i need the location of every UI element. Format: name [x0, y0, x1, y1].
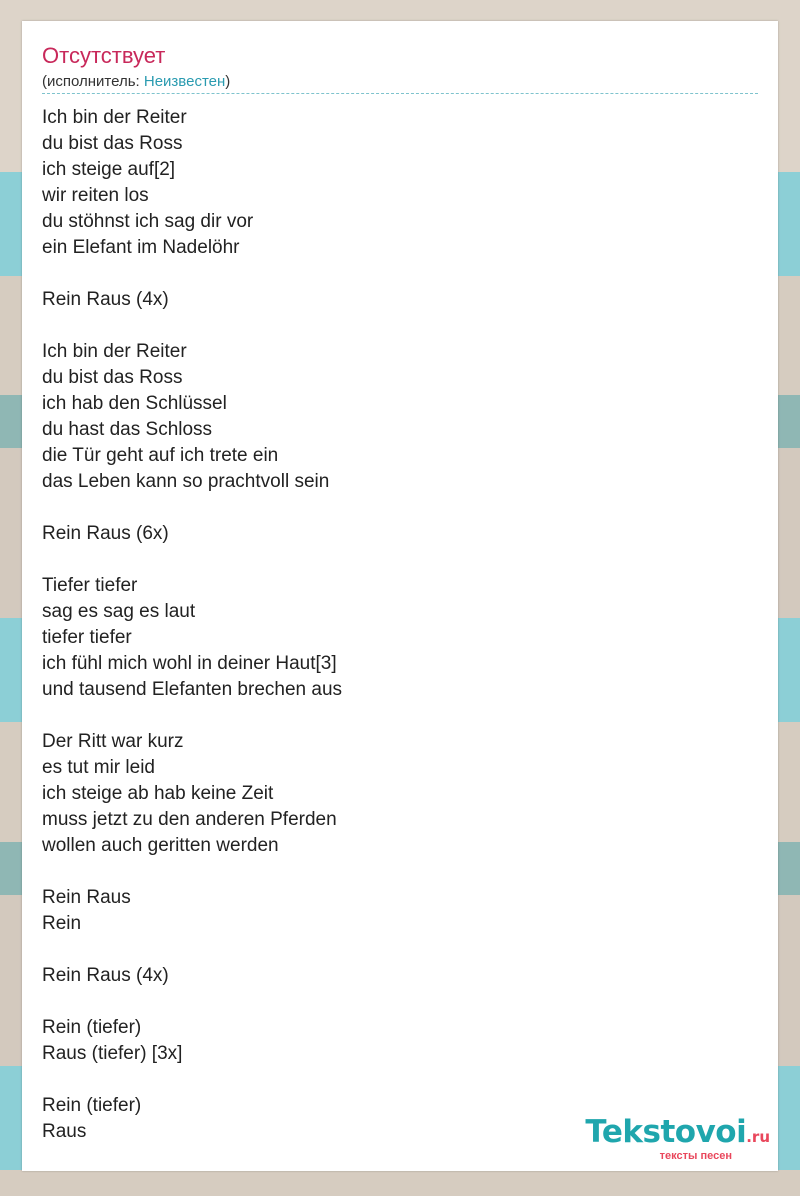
lyric-line: tiefer tiefer: [42, 627, 132, 648]
lyric-line: Ich bin der Reiter: [42, 107, 187, 128]
lyric-line: Raus: [42, 1121, 87, 1142]
lyric-blank-line: [42, 547, 742, 573]
lyric-line: du bist das Ross: [42, 367, 183, 388]
lyrics-text: [42, 105, 742, 1145]
lyric-line: muss jetzt zu den anderen Pferden: [42, 809, 337, 830]
lyric-line: ich steige ab hab keine Zeit: [42, 783, 274, 804]
lyric-blank-line: [42, 937, 742, 963]
logo-name: Tekstovoi: [585, 1114, 747, 1150]
lyric-line: sag es sag es laut: [42, 601, 196, 622]
lyric-blank-line: [42, 859, 742, 885]
lyric-line: wollen auch geritten werden: [42, 835, 279, 856]
lyric-line: Rein Raus (4x): [42, 289, 169, 310]
lyric-line: du hast das Schloss: [42, 419, 213, 440]
lyric-line: das Leben kann so prachtvoll sein: [42, 471, 330, 492]
logo-tagline: тексты песен: [659, 1150, 732, 1162]
lyric-line: die Tür geht auf ich trete ein: [42, 445, 279, 466]
artist-suffix: ): [225, 73, 231, 90]
lyric-line: Der Ritt war kurz: [42, 731, 184, 752]
lyric-line: Ich bin der Reiter: [42, 341, 187, 362]
logo-tld: .ru: [746, 1128, 770, 1146]
logo-wordmark: [585, 1115, 770, 1154]
lyric-line: Rein: [42, 913, 82, 934]
lyric-line: Rein (tiefer): [42, 1095, 142, 1116]
lyric-blank-line: [42, 313, 742, 339]
lyric-line: Rein Raus: [42, 887, 131, 908]
lyrics-card: [22, 21, 778, 1171]
lyric-blank-line: [42, 495, 742, 521]
lyric-line: ich fühl mich wohl in deiner Haut[3]: [42, 653, 337, 674]
artist-link[interactable]: Неизвестен: [143, 73, 226, 90]
lyric-blank-line: [42, 703, 742, 729]
artist-prefix: (исполнитель:: [42, 73, 144, 90]
lyric-blank-line: [42, 989, 742, 1015]
site-logo[interactable]: [585, 1115, 770, 1171]
lyric-line: ich steige auf[2]: [42, 159, 176, 180]
artist-line: [42, 72, 230, 92]
lyric-blank-line: [42, 1067, 742, 1093]
lyric-line: wir reiten los: [42, 185, 149, 206]
lyric-line: ein Elefant im Nadelöhr: [42, 237, 240, 258]
title-divider: [42, 93, 758, 94]
lyric-line: Rein Raus (4x): [42, 965, 169, 986]
song-title: Отсутствует: [42, 43, 166, 68]
lyric-line: Raus (tiefer) [3x]: [42, 1043, 183, 1064]
lyric-line: es tut mir leid: [42, 757, 155, 778]
lyric-line: Rein Raus (6x): [42, 523, 169, 544]
lyric-line: du stöhnst ich sag dir vor: [42, 211, 254, 232]
lyric-blank-line: [42, 261, 742, 287]
lyric-line: ich hab den Schlüssel: [42, 393, 227, 414]
lyric-line: Tiefer tiefer: [42, 575, 138, 596]
lyric-line: du bist das Ross: [42, 133, 183, 154]
lyric-line: Rein (tiefer): [42, 1017, 142, 1038]
lyric-line: und tausend Elefanten brechen aus: [42, 679, 343, 700]
